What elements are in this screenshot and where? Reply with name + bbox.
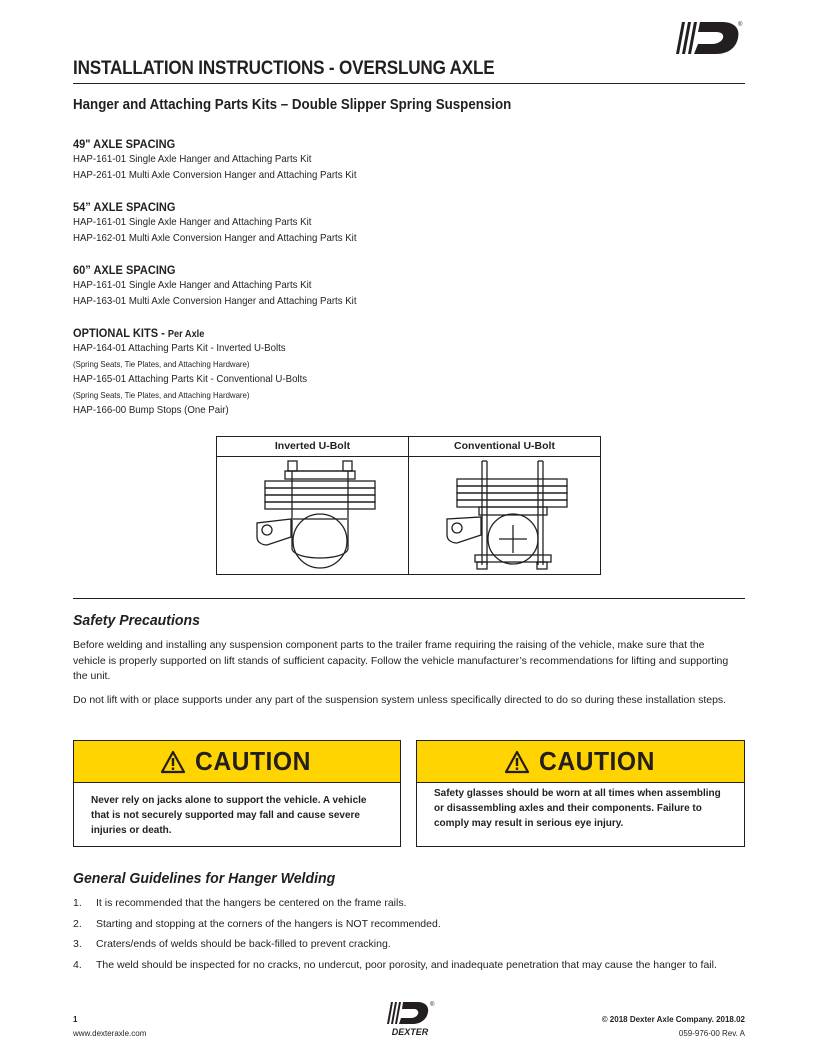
caution-box-jacks [73,740,401,847]
page-title: INSTALLATION INSTRUCTIONS - OVERSLUNG AXLE [73,58,495,79]
safety-paragraph-1: Before welding and installing any suspension component parts to the trailer frame requiring the raising of the vehicle, make sure that the vehicle is properly supported on lift stands of sufficient capacity. Follow the vehicle manufacturer’s recommendations for lifting and supporting the unit. [73,639,729,682]
list-number: 4. [73,958,82,971]
footer-registered-mark: ® [430,1002,435,1008]
kit-section-49 [73,137,733,183]
safety-paragraph-2: Do not lift with or place supports under any part of the suspension system unless specifically directed to do so during these installation steps. [73,694,727,706]
kit-heading: 60” AXLE SPACING [73,263,176,277]
kit-line: HAP-261-01 Multi Axle Conversion Hanger and Attaching Parts Kit [73,168,357,181]
caution-label: CAUTION [195,746,311,776]
copyright-text: © 2018 Dexter Axle Company. 2018.02 [601,1015,745,1024]
optional-kits-section [73,326,733,419]
list-text: Craters/ends of welds should be back-filled to prevent cracking. [96,938,391,950]
ubolt-figure-table [216,436,601,575]
warning-triangle-icon [160,750,186,774]
document-subtitle: Hanger and Attaching Parts Kits – Double Slipper Spring Suspension [73,97,512,113]
kit-note: (Spring Seats, Tie Plates, and Attaching Hardware) [73,389,250,400]
caution-text: Never rely on jacks alone to support the vehicle. A vehicle that is not securely supported may fall and cause severe injuries or death. [91,795,367,836]
figure-header-conventional: Conventional U-Bolt [409,437,600,457]
guidelines-list [73,896,738,978]
registered-mark: ® [738,22,743,28]
caution-label: CAUTION [538,746,655,776]
kit-line: HAP-162-01 Multi Axle Conversion Hanger and Attaching Parts Kit [73,231,357,244]
optional-kits-heading [73,326,680,341]
kit-line: HAP-161-01 Single Axle Hanger and Attaching Parts Kit [73,153,312,165]
list-text: Starting and stopping at the corners of the hangers is NOT recommended. [96,917,441,930]
kit-line: HAP-165-01 Attaching Parts Kit - Conventional U-Bolts [73,373,308,385]
list-item [73,958,738,974]
list-number: 3. [73,938,82,950]
footer-brand: DEXTER [391,1027,429,1037]
dexter-logo-icon [676,16,744,60]
page-number: 1 [73,1015,78,1024]
caution-header [417,741,744,783]
kit-heading: 54” AXLE SPACING [73,200,176,214]
kit-line: HAP-166-00 Bump Stops (One Pair) [73,404,229,416]
kit-line: HAP-161-01 Single Axle Hanger and Attaching Parts Kit [73,279,312,291]
optional-heading-suffix: Per Axle [167,329,205,340]
list-item [73,917,738,933]
safety-title: Safety Precautions [73,612,200,629]
optional-heading-text: OPTIONAL KITS - [73,326,165,340]
caution-text: Safety glasses should be worn at all times when assembling or disassembling axles and their components. Failure to comply may result in serious eye injury. [434,788,721,829]
kit-line: HAP-163-01 Multi Axle Conversion Hanger and Attaching Parts Kit [73,294,357,307]
conventional-ubolt-diagram-icon [429,457,589,573]
kit-section-60 [73,263,733,309]
kit-line: HAP-161-01 Single Axle Hanger and Attaching Parts Kit [73,216,312,228]
kit-note: (Spring Seats, Tie Plates, and Attaching Hardware) [73,358,250,369]
list-text: It is recommended that the hangers be centered on the frame rails. [96,897,407,909]
kit-heading: 49" AXLE SPACING [73,137,176,151]
list-item [73,896,738,912]
list-item [73,937,738,953]
figure-divider [408,437,409,574]
inverted-ubolt-diagram-icon [235,457,395,573]
guidelines-title: General Guidelines for Hanger Welding [73,870,336,887]
website-link[interactable]: www.dexteraxle.com [73,1029,147,1038]
list-number: 2. [73,917,82,930]
list-number: 1. [73,897,82,909]
section-divider [73,598,745,599]
document-number: 059-976-00 Rev. A [678,1029,745,1038]
caution-box-glasses [416,740,745,847]
caution-header [74,741,400,783]
kit-line: HAP-164-01 Attaching Parts Kit - Inverted U-Bolts [73,342,286,354]
kit-section-54 [73,200,733,246]
list-text: The weld should be inspected for no cracks, no undercut, poor porosity, and inadequate penetration that may cause the hanger to fail. [96,958,717,971]
warning-triangle-icon [504,750,530,774]
title-divider [73,83,745,84]
figure-header-inverted: Inverted U-Bolt [217,437,408,457]
